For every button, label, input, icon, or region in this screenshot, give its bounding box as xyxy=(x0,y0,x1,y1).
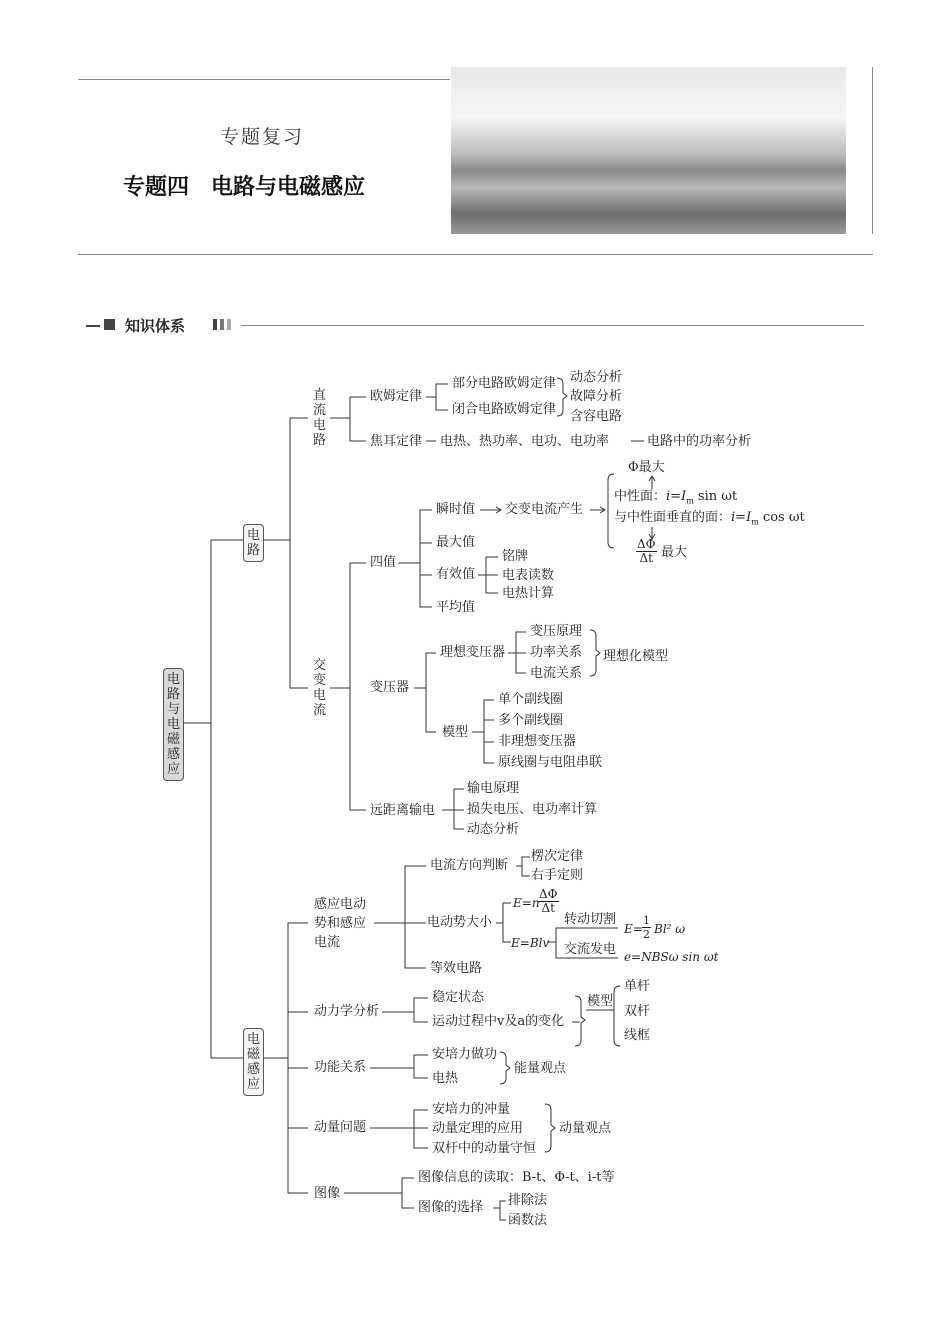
graph-node: 图像 xyxy=(314,1186,341,1201)
model-2-node: 模型 xyxy=(587,994,614,1009)
effective-item-2: 电表读数 xyxy=(502,568,555,583)
section-title: 知识体系 xyxy=(125,317,186,335)
neutral-plane: 中性面：$i=I_m$ sin ωt xyxy=(614,489,738,506)
ohm-node: 欧姆定律 xyxy=(370,389,423,404)
ohm-partial: 部分电路欧姆定律 xyxy=(452,376,557,391)
model-item-2: 多个副线圈 xyxy=(498,713,564,728)
rod-item-1: 单杆 xyxy=(624,979,651,994)
emf-line-3: 电流 xyxy=(314,935,341,950)
emf-formula-1: E=n xyxy=(513,896,540,910)
energy-item-1: 安培力做功 xyxy=(432,1047,498,1062)
energy-view: 能量观点 xyxy=(514,1061,567,1076)
ideal-item-3: 电流关系 xyxy=(530,666,583,681)
phi-max: Φ最大 xyxy=(628,460,665,475)
ideal-model: 理想化模型 xyxy=(603,649,669,664)
dphi-dt-fraction: $\frac{\Delta\Phi}{\Delta t}$ xyxy=(637,537,656,565)
rod-item-2: 双杆 xyxy=(624,1004,651,1019)
transformer-node: 变压器 xyxy=(370,680,410,695)
momentum-view: 动量观点 xyxy=(559,1121,612,1136)
momentum-item-3: 双杆中的动量守恒 xyxy=(432,1141,537,1156)
effective-item-3: 电热计算 xyxy=(502,586,555,601)
graph-select: 图像的选择 xyxy=(418,1200,484,1215)
model-item-1: 单个副线圈 xyxy=(498,692,564,707)
rotate-formula-prefix: E= xyxy=(624,922,643,936)
ac-node: 交变电流 xyxy=(312,658,326,718)
ohm-closed: 闭合电路欧姆定律 xyxy=(452,402,557,417)
transmission-item-3: 动态分析 xyxy=(467,822,520,837)
emf-line-1: 感应电动 xyxy=(314,897,367,912)
dynamics-node: 动力学分析 xyxy=(314,1004,380,1019)
rod-item-3: 线框 xyxy=(624,1028,651,1043)
ac-gen-2-formula: e=NBSω sin ωt xyxy=(624,950,719,964)
momentum-item-2: 动量定理的应用 xyxy=(432,1121,524,1136)
graph-select-item-2: 函数法 xyxy=(508,1213,548,1228)
ohm-use-1: 动态分析 xyxy=(570,370,623,385)
joule-items: 电热、热功率、电功、电功率 xyxy=(440,434,610,449)
circuit-node: 电路 xyxy=(243,524,264,562)
direction-node: 电流方向判断 xyxy=(430,858,509,873)
steady-state: 稳定状态 xyxy=(432,990,485,1005)
equiv-circuit: 等效电路 xyxy=(430,961,483,976)
emf-formula-2: E=Blv xyxy=(511,936,550,950)
ideal-transformer: 理想变压器 xyxy=(440,645,506,660)
motion-change: 运动过程中v及a的变化 xyxy=(432,1014,565,1029)
energy-node: 功能关系 xyxy=(314,1060,367,1075)
instant-value: 瞬时值 xyxy=(436,502,476,517)
emf-line-2: 势和感应 xyxy=(314,916,367,931)
direction-item-1: 楞次定律 xyxy=(531,849,584,864)
perpendicular-plane: 与中性面垂直的面：$i=I_m$ cos ωt xyxy=(614,510,805,527)
ideal-item-2: 功率关系 xyxy=(530,645,583,660)
root-node: 电路与电磁感应 xyxy=(163,668,184,781)
rotate-formula-tail: Bl² ω xyxy=(654,922,686,936)
emf-size-node: 电动势大小 xyxy=(427,915,493,930)
ac-gen-2: 交流发电 xyxy=(564,942,617,957)
model-item-3: 非理想变压器 xyxy=(498,734,577,749)
dphi-max: 最大 xyxy=(661,545,688,560)
ac-generation: 交变电流产生 xyxy=(505,502,584,517)
page-subtitle: 专题复习 xyxy=(220,126,305,148)
emf-fraction: $\frac{\Delta\Phi}{\Delta t}$ xyxy=(539,887,558,915)
ideal-item-1: 变压原理 xyxy=(530,624,583,639)
ohm-use-2: 故障分析 xyxy=(570,389,623,404)
rotate-cut: 转动切割 xyxy=(564,912,617,927)
joule-node: 焦耳定律 xyxy=(370,434,423,449)
transmission-item-2: 损失电压、电功率计算 xyxy=(467,802,598,817)
transmission-item-1: 输电原理 xyxy=(467,781,520,796)
four-values-node: 四值 xyxy=(370,555,397,570)
em-induction-node: 电磁感应 xyxy=(243,1028,264,1096)
model-node: 模型 xyxy=(442,725,469,740)
effective-value: 有效值 xyxy=(436,567,476,582)
energy-item-2: 电热 xyxy=(432,1071,459,1086)
joule-result: 电路中的功率分析 xyxy=(647,434,752,449)
max-value: 最大值 xyxy=(436,535,476,550)
average-value: 平均值 xyxy=(436,600,476,615)
graph-select-item-1: 排除法 xyxy=(508,1193,548,1208)
ohm-use-3: 含容电路 xyxy=(570,409,623,424)
effective-item-1: 铭牌 xyxy=(502,549,529,564)
momentum-item-1: 安培力的冲量 xyxy=(432,1102,511,1117)
model-item-4: 原线圈与电阻串联 xyxy=(498,755,603,770)
momentum-node: 动量问题 xyxy=(314,1120,367,1135)
direction-item-2: 右手定则 xyxy=(531,868,584,883)
transmission-node: 远距离输电 xyxy=(370,803,436,818)
rotate-fraction: $\frac{1}{2}$ xyxy=(643,914,650,941)
graph-read: 图像信息的读取：B-t、Φ-t、i-t等 xyxy=(418,1170,615,1185)
page-title: 专题四 电路与电磁感应 xyxy=(123,175,366,200)
dc-node: 直流电路 xyxy=(312,388,326,448)
